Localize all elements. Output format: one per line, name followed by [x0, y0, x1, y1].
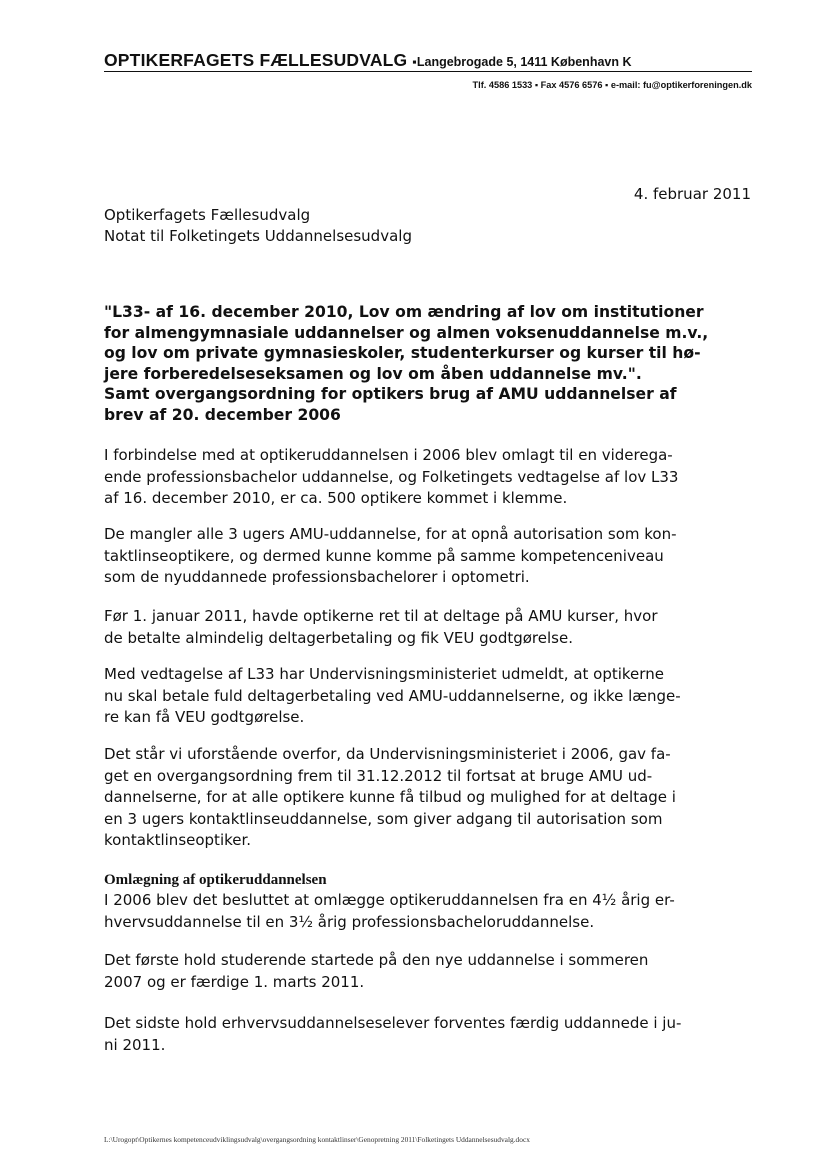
paragraph-line: De mangler alle 3 ugers AMU-uddannelse, for at opnå autorisation som kon-	[104, 525, 677, 543]
paragraph-line: dannelserne, for at alle optikere kunne få tilbud og mulighed for at deltage i	[104, 788, 676, 806]
title-line: jere forberedelseseksamen og lov om åben uddannelse mv.".	[104, 364, 642, 383]
title-line: Samt overgangsordning for optikers brug af AMU uddannelser af	[104, 385, 677, 403]
paragraph-line: 2007 og er færdige 1. marts 2011.	[104, 972, 365, 991]
paragraph-line: re kan få VEU godtgørelse.	[104, 708, 305, 726]
section-heading: Omlægning af optikeruddannelsen	[104, 872, 327, 888]
letterhead-divider	[104, 71, 752, 72]
title-line: for almengymnasiale uddannelser og almen voksenuddannelse m.v.,	[104, 323, 709, 342]
organization-name: OPTIKERFAGETS FÆLLESUDVALG	[104, 50, 408, 70]
recipient-line-1: Optikerfagets Fællesudvalg	[104, 206, 311, 224]
paragraph-line: I 2006 blev det besluttet at omlægge optikeruddannelsen fra en 4½ årig er-	[104, 891, 675, 909]
title-line: og lov om private gymnasieskoler, studenterkurser og kurser til hø-	[104, 344, 701, 362]
paragraph-line: nu skal betale fuld deltagerbetaling ved AMU-uddannelserne, og ikke længe-	[104, 686, 681, 705]
paragraph-line: I forbindelse med at optikeruddannelsen i 2006 blev omlagt til en viderega-	[104, 446, 673, 464]
paragraph-line: Før 1. januar 2011, havde optikerne ret til at deltage på AMU kurser, hvor	[104, 607, 658, 625]
paragraph-line: Med vedtagelse af L33 har Undervisningsministeriet udmeldt, at optikerne	[104, 665, 664, 683]
paragraph	[104, 744, 764, 852]
paragraph	[104, 950, 764, 993]
paragraph-line: ende professionsbachelor uddannelse, og Folketingets vedtagelse af lov L33	[104, 467, 679, 486]
paragraph-line: en 3 ugers kontaktlinseuddannelse, som giver adgang til autorisation som	[104, 809, 663, 828]
paragraph-line: af 16. december 2010, er ca. 500 optikere kommet i klemme.	[104, 489, 568, 507]
paragraph-line: kontaktlinseoptiker.	[104, 831, 252, 849]
paragraph-line: Det står vi uforstående overfor, da Undervisningsministeriet i 2006, gav fa-	[104, 745, 671, 763]
paragraph	[104, 524, 764, 589]
paragraph-line: Det sidste hold erhvervsuddannelseselever forventes færdig uddannede i ju-	[104, 1014, 682, 1032]
paragraph-line: get en overgangsordning frem til 31.12.2012 til fortsat at bruge AMU ud-	[104, 766, 653, 785]
paragraph	[104, 606, 764, 649]
title-line: "L33- af 16. december 2010, Lov om ændring af lov om institutioner	[104, 303, 704, 321]
paragraph	[104, 664, 764, 729]
title-line: brev af 20. december 2006	[104, 405, 341, 424]
paragraph	[104, 445, 764, 510]
recipient-block	[104, 205, 412, 247]
paragraph-line: ni 2011.	[104, 1035, 166, 1054]
paragraph-line: hvervsuddannelse til en 3½ årig professionsbacheloruddannelse.	[104, 912, 595, 931]
paragraph-line: taktlinseoptikere, og dermed kunne komme på samme kompetenceniveau	[104, 546, 664, 565]
recipient-line-2: Notat til Folketingets Uddannelsesudvalg	[104, 227, 412, 245]
paragraph	[104, 1013, 764, 1056]
letterhead-organization	[104, 50, 632, 71]
footer-file-path: L:\Urogopt\Optikernes kompetenceudviklingsudvalg\overgangsordning kontaktlinser\Genopretning 2011\Folketingets Uddannelsesudvalg.docx	[104, 1135, 530, 1144]
paragraph-line: Det første hold studerende startede på den nye uddannelse i sommeren	[104, 951, 649, 969]
paragraph	[104, 890, 764, 933]
paragraph-line: som de nyuddannede professionsbachelorer i optometri.	[104, 568, 530, 586]
letterhead-contact: Tlf. 4586 1533 ▪ Fax 4576 6576 ▪ e-mail: fu@optikerforeningen.dk	[472, 80, 752, 90]
organization-address: ▪Langebrogade 5, 1411 København K	[412, 55, 632, 69]
document-title	[104, 302, 764, 425]
document-date: 4. februar 2011	[633, 185, 751, 203]
paragraph-line: de betalte almindelig deltagerbetaling og fik VEU godtgørelse.	[104, 628, 573, 647]
